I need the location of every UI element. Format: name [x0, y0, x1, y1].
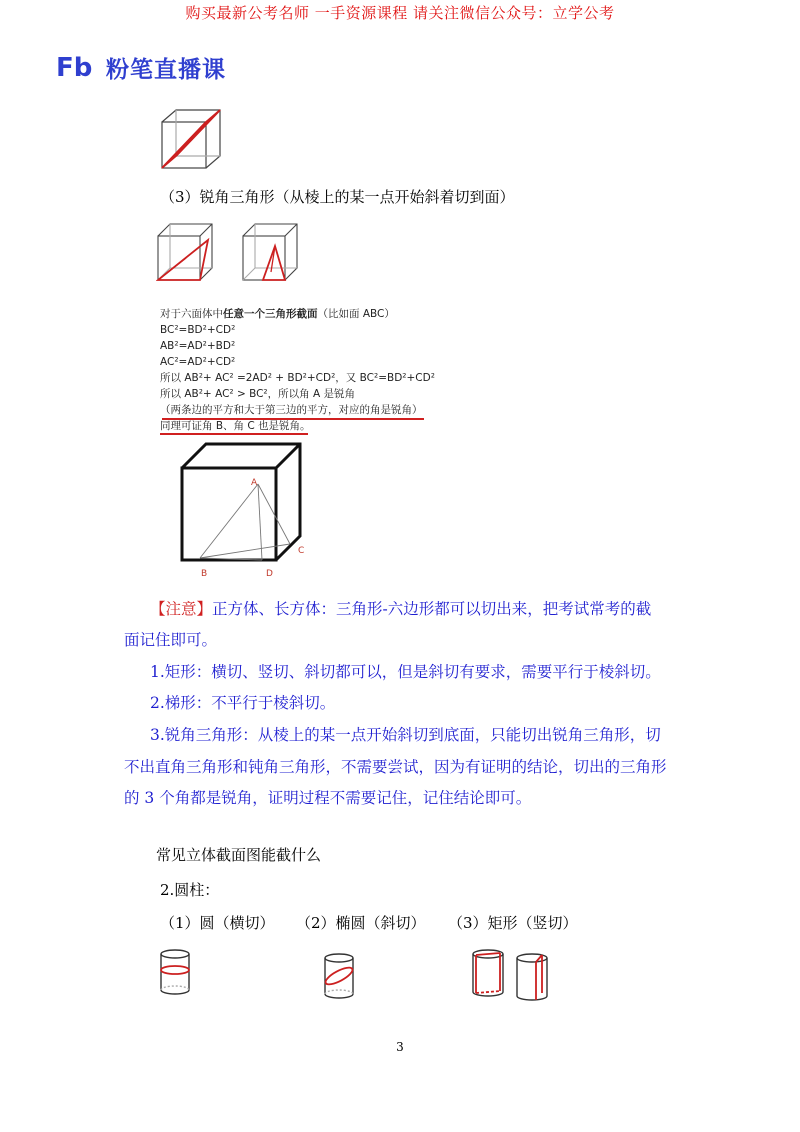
- cylinder-rect-cut-figure-2: [514, 952, 550, 1002]
- point-d-label: D: [266, 569, 273, 579]
- proof-eq-4: 所以 AB²+ AC² =2AD² + BD²+CD²，又 BC²=BD²+CD²: [160, 372, 435, 384]
- brand-logo: [56, 52, 226, 82]
- cylinder-circle-cut-figure: [158, 948, 192, 996]
- point-b-label: B: [201, 569, 208, 579]
- proof-conclusion: 同理可证角 B、角 C 也是锐角。: [160, 420, 311, 432]
- notice-item-3-line-3: 的 3 个角都是锐角，证明过程不需要记住，记住结论即可。: [124, 789, 532, 807]
- cylinder-case-3: （3）矩形（竖切）: [448, 914, 578, 932]
- notice-line-1: 【注意】正方体、长方体：三角形-六边形都可以切出来，把考试常考的截: [150, 600, 652, 618]
- point-a-label: A: [251, 478, 258, 488]
- conclusion-underline: [160, 433, 308, 435]
- point-c-label: C: [298, 546, 305, 556]
- cylinder-case-1: （1）圆（横切）: [160, 914, 275, 932]
- proof-eq-2: AB²=AD²+BD²: [160, 340, 236, 352]
- notice-item-3-line-2: 不出直角三角形和钝角三角形，不需要尝试，因为有证明的结论，切出的三角形: [124, 758, 667, 776]
- cube-acute-triangle-figure-1: [156, 222, 214, 282]
- logo-mark-text: Fb: [56, 53, 93, 82]
- cube-slant-rect-figure: [160, 108, 224, 172]
- notice-tag: 【注意】: [150, 600, 213, 618]
- proof-line-1: 对于六面体中任意一个三角形截面（比如面 ABC）: [160, 308, 395, 320]
- proof-eq-5: 所以 AB²+ AC² > BC²，所以角 A 是锐角: [160, 388, 355, 400]
- proof-eq-3: AC²=AD²+CD²: [160, 356, 236, 368]
- cylinder-intro: 常见立体截面图能截什么: [156, 846, 322, 864]
- acute-triangle-heading: （3）锐角三角形（从棱上的某一点开始斜着切到面）: [160, 188, 515, 206]
- note-underline: [162, 418, 424, 420]
- fenbi-logo-icon: [56, 52, 102, 82]
- cylinder-ellipse-cut-figure: [322, 952, 356, 1000]
- cylinder-case-2: （2）椭圆（斜切）: [296, 914, 426, 932]
- cylinder-rect-cut-figure-1: [470, 948, 506, 998]
- logo-text: 粉笔直播课: [106, 56, 226, 83]
- notice-line-2: 面记住即可。: [124, 631, 218, 649]
- cube-acute-triangle-figure-2: [241, 222, 299, 282]
- notice-item-2: 2.梯形：不平行于棱斜切。: [150, 694, 336, 712]
- page-number: 3: [396, 1040, 404, 1054]
- proof-note: （两条边的平方和大于第三边的平方，对应的角是锐角）: [160, 404, 423, 416]
- notice-item-1: 1.矩形：横切、竖切、斜切都可以，但是斜切有要求，需要平行于棱斜切。: [150, 663, 661, 681]
- proof-eq-1: BC²=BD²+CD²: [160, 324, 236, 336]
- cylinder-title: 2.圆柱：: [160, 881, 220, 899]
- watermark-banner: 购买最新公考名师 一手资源课程 请关注微信公众号：立学公考: [185, 4, 615, 22]
- notice-item-3-line-1: 3.锐角三角形：从棱上的某一点开始斜切到底面，只能切出锐角三角形，切: [150, 726, 661, 744]
- proof-block: [160, 306, 435, 434]
